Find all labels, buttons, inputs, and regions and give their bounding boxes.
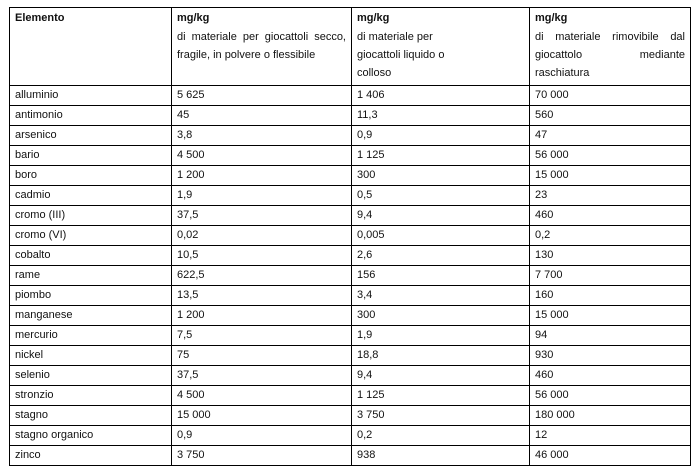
cell-element: cobalto bbox=[10, 246, 172, 266]
header-liquid-material bbox=[352, 8, 530, 86]
cell-liquid-value: 9,4 bbox=[352, 206, 530, 226]
cell-dry-value: 1 200 bbox=[172, 306, 352, 326]
cell-dry-value: 0,9 bbox=[172, 426, 352, 446]
cell-dry-value: 13,5 bbox=[172, 286, 352, 306]
cell-element: piombo bbox=[10, 286, 172, 306]
cell-dry-value: 3 750 bbox=[172, 446, 352, 466]
cell-scraped-value: 12 bbox=[530, 426, 691, 446]
table-row bbox=[10, 206, 691, 226]
cell-scraped-value: 15 000 bbox=[530, 306, 691, 326]
cell-scraped-value: 560 bbox=[530, 106, 691, 126]
header-scraped-material bbox=[530, 8, 691, 86]
cell-scraped-value: 130 bbox=[530, 246, 691, 266]
cell-element: arsenico bbox=[10, 126, 172, 146]
cell-dry-value: 0,02 bbox=[172, 226, 352, 246]
cell-element: cromo (VI) bbox=[10, 226, 172, 246]
cell-liquid-value: 0,2 bbox=[352, 426, 530, 446]
cell-scraped-value: 7 700 bbox=[530, 266, 691, 286]
cell-dry-value: 75 bbox=[172, 346, 352, 366]
cell-dry-value: 7,5 bbox=[172, 326, 352, 346]
header-title: mg/kg bbox=[357, 12, 390, 24]
table-row bbox=[10, 386, 691, 406]
cell-scraped-value: 94 bbox=[530, 326, 691, 346]
header-title: Elemento bbox=[15, 12, 65, 24]
cell-scraped-value: 0,2 bbox=[530, 226, 691, 246]
table-row bbox=[10, 426, 691, 446]
table-row bbox=[10, 266, 691, 286]
cell-liquid-value: 11,3 bbox=[352, 106, 530, 126]
header-title: mg/kg bbox=[177, 12, 210, 24]
cell-element: mercurio bbox=[10, 326, 172, 346]
cell-liquid-value: 1 125 bbox=[352, 386, 530, 406]
cell-liquid-value: 3 750 bbox=[352, 406, 530, 426]
table-row bbox=[10, 306, 691, 326]
table-row bbox=[10, 106, 691, 126]
cell-element: alluminio bbox=[10, 86, 172, 106]
table-row bbox=[10, 446, 691, 466]
table-body bbox=[10, 86, 691, 466]
header-description-line: raschiatura bbox=[535, 67, 590, 79]
cell-element: stagno bbox=[10, 406, 172, 426]
cell-dry-value: 4 500 bbox=[172, 146, 352, 166]
cell-element: bario bbox=[10, 146, 172, 166]
cell-scraped-value: 70 000 bbox=[530, 86, 691, 106]
cell-liquid-value: 1 125 bbox=[352, 146, 530, 166]
table-row bbox=[10, 246, 691, 266]
cell-scraped-value: 15 000 bbox=[530, 166, 691, 186]
table-row bbox=[10, 126, 691, 146]
cell-scraped-value: 160 bbox=[530, 286, 691, 306]
cell-element: rame bbox=[10, 266, 172, 286]
cell-liquid-value: 1,9 bbox=[352, 326, 530, 346]
cell-scraped-value: 23 bbox=[530, 186, 691, 206]
cell-scraped-value: 56 000 bbox=[530, 386, 691, 406]
cell-element: boro bbox=[10, 166, 172, 186]
document-page bbox=[9, 7, 691, 466]
cell-scraped-value: 460 bbox=[530, 366, 691, 386]
cell-element: zinco bbox=[10, 446, 172, 466]
cell-element: selenio bbox=[10, 366, 172, 386]
cell-scraped-value: 46 000 bbox=[530, 446, 691, 466]
cell-dry-value: 37,5 bbox=[172, 206, 352, 226]
cell-dry-value: 45 bbox=[172, 106, 352, 126]
cell-scraped-value: 180 000 bbox=[530, 406, 691, 426]
cell-dry-value: 1 200 bbox=[172, 166, 352, 186]
header-description-line: di materiale rimovibile dal bbox=[535, 31, 685, 43]
cell-liquid-value: 0,5 bbox=[352, 186, 530, 206]
header-description: di materiale per giocattoli liquido o colloso bbox=[357, 31, 445, 79]
cell-element: stronzio bbox=[10, 386, 172, 406]
cell-dry-value: 37,5 bbox=[172, 366, 352, 386]
cell-liquid-value: 0,9 bbox=[352, 126, 530, 146]
cell-dry-value: 15 000 bbox=[172, 406, 352, 426]
cell-dry-value: 10,5 bbox=[172, 246, 352, 266]
cell-element: cromo (III) bbox=[10, 206, 172, 226]
table-row bbox=[10, 286, 691, 306]
cell-element: stagno organico bbox=[10, 426, 172, 446]
cell-scraped-value: 56 000 bbox=[530, 146, 691, 166]
cell-liquid-value: 938 bbox=[352, 446, 530, 466]
table-row bbox=[10, 406, 691, 426]
cell-liquid-value: 3,4 bbox=[352, 286, 530, 306]
cell-element: nickel bbox=[10, 346, 172, 366]
table-row bbox=[10, 346, 691, 366]
cell-liquid-value: 2,6 bbox=[352, 246, 530, 266]
cell-scraped-value: 930 bbox=[530, 346, 691, 366]
element-limits-table bbox=[9, 7, 691, 466]
cell-dry-value: 1,9 bbox=[172, 186, 352, 206]
header-dry-material bbox=[172, 8, 352, 86]
cell-liquid-value: 9,4 bbox=[352, 366, 530, 386]
header-title: mg/kg bbox=[535, 12, 568, 24]
table-row bbox=[10, 146, 691, 166]
cell-element: manganese bbox=[10, 306, 172, 326]
cell-liquid-value: 156 bbox=[352, 266, 530, 286]
cell-liquid-value: 1 406 bbox=[352, 86, 530, 106]
header-description bbox=[535, 28, 685, 82]
table-row bbox=[10, 186, 691, 206]
cell-dry-value: 3,8 bbox=[172, 126, 352, 146]
cell-element: antimonio bbox=[10, 106, 172, 126]
cell-element: cadmio bbox=[10, 186, 172, 206]
cell-liquid-value: 300 bbox=[352, 306, 530, 326]
cell-dry-value: 5 625 bbox=[172, 86, 352, 106]
table-row bbox=[10, 326, 691, 346]
cell-scraped-value: 460 bbox=[530, 206, 691, 226]
cell-scraped-value: 47 bbox=[530, 126, 691, 146]
cell-liquid-value: 18,8 bbox=[352, 346, 530, 366]
header-description-line: giocattolo mediante bbox=[535, 49, 685, 61]
header-elemento bbox=[10, 8, 172, 86]
cell-dry-value: 4 500 bbox=[172, 386, 352, 406]
cell-liquid-value: 300 bbox=[352, 166, 530, 186]
table-header-row bbox=[10, 8, 691, 86]
table-row bbox=[10, 226, 691, 246]
table-row bbox=[10, 366, 691, 386]
table-row bbox=[10, 86, 691, 106]
table-row bbox=[10, 166, 691, 186]
cell-dry-value: 622,5 bbox=[172, 266, 352, 286]
cell-liquid-value: 0,005 bbox=[352, 226, 530, 246]
header-description: di materiale per giocattoli secco, fragile, in polvere o flessibile bbox=[177, 31, 346, 61]
